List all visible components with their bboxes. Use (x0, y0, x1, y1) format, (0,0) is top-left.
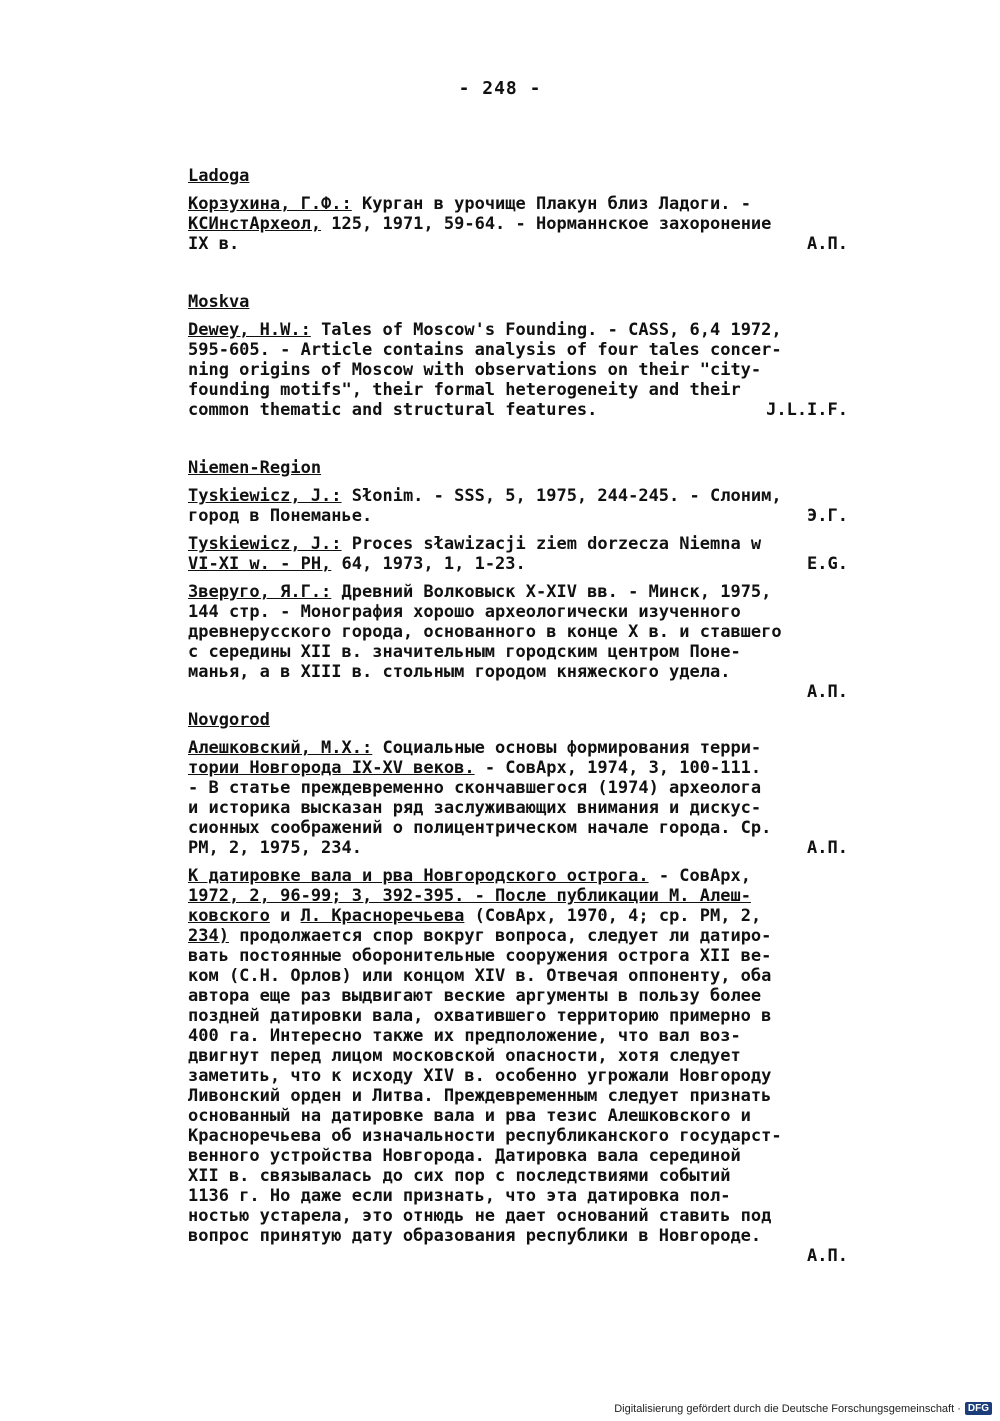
entry-text: - СовАрх, 1974, 3, 100-111. (474, 758, 762, 778)
section-moskva (188, 292, 860, 428)
bibliography-entry (188, 582, 860, 702)
entry-text: венного устройства Новгорода. Датировка вала серединой (188, 1146, 741, 1166)
entry-text: 125, 1971, 59-64. - Норманнское захоронение (321, 214, 772, 234)
digitization-footer (614, 1402, 992, 1415)
entry-text: 64, 1973, 1, 1-23. (331, 554, 526, 574)
entry-title: К датировке вала и рва Новгородского острога. (188, 866, 649, 886)
entry-journal: КСИнстАрхеол, (188, 214, 322, 234)
entry-text: древнерусского города, основанного в конце X в. и ставшего (188, 622, 782, 642)
reviewer-initials: А.П. (807, 682, 848, 702)
entry-text: ностью устарела, это отнюдь не дает оснований ставить под (188, 1206, 772, 1226)
entry-text: вать постоянные оборонительные сооружения острога XII ве- (188, 946, 772, 966)
entry-journal: VI-XI w. - PH, (188, 554, 332, 574)
entry-text: Ливонский орден и Литва. Преждевременным следует признать (188, 1086, 772, 1106)
entry-text: ning origins of Moscow with observations on their "city- (188, 360, 762, 380)
entry-text: Tales of Moscow's Founding. - CASS, 6,4 1972, (310, 320, 782, 340)
entry-text: Красноречьева об изначальности республиканского государст- (188, 1126, 782, 1146)
reviewer-initials: Э.Г. (807, 506, 848, 526)
section-niemen (188, 458, 860, 710)
entry-text: 400 га. Интересно также их предположение, что вал воз- (188, 1026, 741, 1046)
reviewer-initials: А.П. (807, 1246, 848, 1266)
entry-text: основанный на датировке вала и рва тезис Алешковского и (188, 1106, 751, 1126)
entry-author: Алешковский, М.Х.: (188, 738, 373, 758)
entry-text: продолжается спор вокруг вопроса, следует ли датиро- (228, 926, 772, 946)
reviewer-initials: А.П. (807, 838, 848, 858)
footer-text: Digitalisierung gefördert durch die Deutsche Forschungsgemeinschaft · (614, 1402, 961, 1415)
entry-text: founding motifs", their formal heterogeneity and their (188, 380, 741, 400)
bibliography-entry (188, 320, 860, 420)
entry-text: Proces sławizacji ziem dorzecza Niemna w (341, 534, 762, 554)
entry-text: автора еще раз выдвигают веские аргументы в пользу более (188, 986, 762, 1006)
section-novgorod (188, 710, 860, 1274)
entry-text: двигнут перед лицом московской опасности, хотя следует (188, 1046, 741, 1066)
section-heading: Ladoga (188, 166, 250, 186)
entry-text: 144 стр. - Монография хорошо археологически изученного (188, 602, 741, 622)
reviewer-initials: E.G. (807, 554, 848, 574)
entry-text: 1136 г. Но даже если признать, что эта датировка пол- (188, 1186, 731, 1206)
entry-text: - В статье преждевременно скончавшегося (1974) археолога (188, 778, 762, 798)
entry-text: город в Понеманье. (188, 506, 373, 526)
entry-text: Słonim. - SSS, 5, 1975, 244-245. - Слоним, (341, 486, 782, 506)
entry-text: вопрос принятую дату образования республики в Новгороде. (188, 1226, 762, 1246)
entry-author: Корзухина, Г.Ф.: (188, 194, 352, 214)
page-number: - 248 - (458, 78, 542, 99)
entry-text: 595-605. - Article contains analysis of four tales concer- (188, 340, 782, 360)
entry-author: Tyskiewicz, J.: (188, 486, 342, 506)
bibliography-entry (188, 194, 860, 254)
reviewer-initials: А.П. (807, 234, 848, 254)
entry-text: поздней датировки вала, охватившего территорию примерно в (188, 1006, 772, 1026)
section-heading: Niemen-Region (188, 458, 322, 478)
entry-text: заметить, что к исходу XIV в. особенно угрожали Новгороду (188, 1066, 772, 1086)
bibliography-entry (188, 534, 860, 574)
entry-text: и историка высказан ряд заслуживающих внимания и дискус- (188, 798, 762, 818)
entry-text: с середины XII в. значительным городским центром Поне- (188, 642, 741, 662)
entry-text: common thematic and structural features. (188, 400, 598, 420)
section-heading: Novgorod (188, 710, 270, 730)
entry-text: 234) (188, 926, 229, 946)
entry-text: (СовАрх, 1970, 4; ср. PM, 2, (464, 906, 762, 926)
entry-text: ком (С.Н. Орлов) или концом XIV в. Отвечая оппоненту, оба (188, 966, 772, 986)
entry-author: Tyskiewicz, J.: (188, 534, 342, 554)
section-heading: Moskva (188, 292, 250, 312)
entry-text: PM, 2, 1975, 234. (188, 838, 362, 858)
entry-text: XII в. связывалась до сих пор с последствиями событий (188, 1166, 731, 1186)
entry-text: - СовАрх, (648, 866, 751, 886)
entry-author-ref: М. Алеш- (669, 886, 751, 906)
entry-text: 1972, 2, 96-99; 3, 392-395. - После публикации (188, 886, 670, 906)
entry-title: тории Новгорода IX-XV веков. (188, 758, 475, 778)
entry-author-ref: ковского (188, 906, 270, 926)
entry-text: IX в. (188, 234, 240, 254)
entry-author-ref: Л. Красноречьева (300, 906, 465, 926)
entry-text: и (269, 906, 301, 926)
dfg-logo: DFG (965, 1402, 992, 1415)
entry-author: Dewey, H.W.: (188, 320, 311, 340)
bibliography-entry (188, 866, 860, 1266)
section-ladoga (188, 166, 860, 262)
bibliography-entry (188, 486, 860, 526)
entry-text: манья, а в XIII в. стольным городом княжеского удела. (188, 662, 731, 682)
entry-text: сионных соображений о полицентрическом начале города. Ср. (188, 818, 772, 838)
entry-text: Социальные основы формирования терри- (372, 738, 762, 758)
reviewer-initials: J.L.I.F. (766, 400, 848, 420)
entry-text: Курган в урочище Плакун близ Ладоги. - (351, 194, 751, 214)
entry-text: Древний Волковыск X-XIV вв. - Минск, 1975, (331, 582, 772, 602)
bibliography-entry (188, 738, 860, 858)
entry-author: Зверуго, Я.Г.: (188, 582, 332, 602)
